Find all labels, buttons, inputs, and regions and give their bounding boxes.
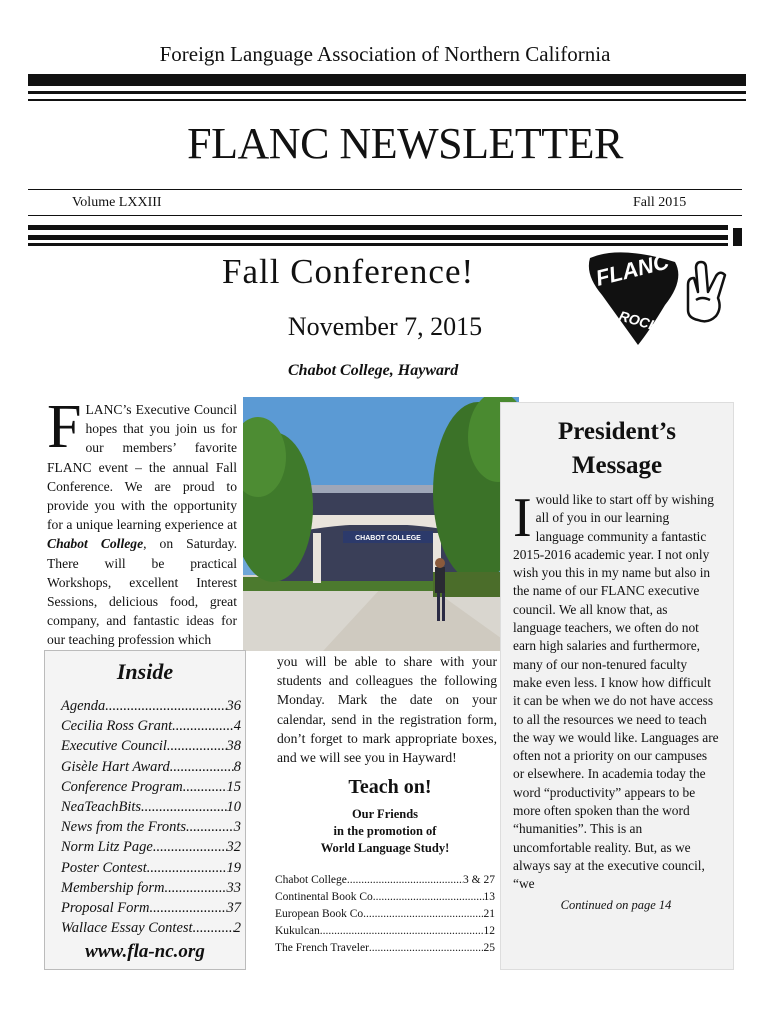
sponsor-row xyxy=(275,940,495,957)
toc-page: 36 xyxy=(226,698,241,714)
photo-sign-text: CHABOT COLLEGE xyxy=(355,535,421,542)
season-label: Fall 2015 xyxy=(633,195,687,210)
sponsor-page: 3 & 27 xyxy=(463,874,495,886)
intro-bold: Chabot College xyxy=(47,536,144,552)
inside-box xyxy=(44,650,246,970)
sponsor-page: 21 xyxy=(483,908,495,920)
title-rule xyxy=(28,189,742,190)
toc-label: Executive Council xyxy=(61,738,167,755)
friends-line: World Language Study! xyxy=(320,841,450,855)
toc-page: 15 xyxy=(226,778,241,795)
feature-intro xyxy=(47,393,237,650)
sponsor-name: Chabot College xyxy=(275,874,347,886)
toc-label: Agenda xyxy=(61,698,106,714)
logo-text-bottom: ROCKS! xyxy=(617,307,675,339)
toc-page: 32 xyxy=(226,839,241,856)
sponsor-page: 13 xyxy=(483,891,495,903)
intro-text-rest: , on Saturday. There will be practical Workshops, excellent Interest Sessions, delicious food, great company, and fantastic ideas for our teaching profession which xyxy=(47,536,237,648)
toc-label: Poster Contest xyxy=(61,859,147,876)
sponsor-name: Continental Book Co xyxy=(275,891,373,903)
website-link[interactable]: www.fla-nc.org xyxy=(85,941,205,962)
chabot-college-photo xyxy=(243,397,519,651)
president-heading xyxy=(501,415,733,483)
toc-page: 38 xyxy=(226,738,241,755)
sponsor-name: The French Traveler xyxy=(275,942,369,954)
continued-note: Continued on page 14 xyxy=(560,897,672,912)
toc-label: Wallace Essay Contest xyxy=(61,920,193,937)
header-rule xyxy=(28,74,746,86)
feature-headline: Fall Conference! xyxy=(222,252,475,291)
table-of-contents xyxy=(61,696,241,938)
toc-item[interactable] xyxy=(61,878,241,898)
friends-caption xyxy=(270,806,500,857)
sponsor-page: 12 xyxy=(483,925,495,937)
president-heading-line: Message xyxy=(571,452,663,479)
toc-page: 8 xyxy=(233,758,241,775)
toc-item[interactable] xyxy=(61,696,241,716)
toc-item[interactable] xyxy=(61,736,241,756)
sponsor-row xyxy=(275,872,495,889)
toc-item[interactable] xyxy=(61,757,241,777)
teach-on-heading: Teach on! xyxy=(348,776,432,798)
toc-item[interactable] xyxy=(61,918,241,938)
president-message-box xyxy=(500,402,734,970)
organization-name: Foreign Language Association of Northern California xyxy=(159,42,611,66)
toc-page: 19 xyxy=(226,859,241,876)
toc-item[interactable] xyxy=(61,777,241,797)
president-heading-line: President’s xyxy=(557,418,677,445)
toc-page: 37 xyxy=(226,900,241,917)
sponsor-name: European Book Co xyxy=(275,908,364,920)
toc-item[interactable] xyxy=(61,898,241,918)
toc-label: Membership form xyxy=(61,879,165,896)
volume-label: Volume LXXIII xyxy=(72,195,162,210)
logo-text-top: FLANC xyxy=(593,248,672,291)
sponsor-row xyxy=(275,906,495,923)
president-text: would like to start off by wishing all of you in our learning language community a fantastic 2015-2016 academic year. I not only wish you this in my name but also in the name of our FLANC executive council. We all know that, as language teachers, we often do not earn high salaries and furthermore, many of our non-tenured faculty make even less. I know how difficult it can be when we do not have access to all the resources we need to teach the way we would like. Languages are often not a priority on our campuses or elsewhere. In academia today the word “productivity” appears to be more often spoken than the word “humanities”. This is an uncomfortable reality. But, as we always say at the executive council, “we xyxy=(513,492,719,892)
toc-label: Gisèle Hart Award xyxy=(61,758,170,775)
toc-page: 3 xyxy=(233,819,241,836)
intro-text: LANC’s Executive Council hopes that you join us for our members’ favorite FLANC event – the annual Fall Conference. We are proud to provide you with the opportunity for a unique learning experience at xyxy=(47,402,237,533)
friends-line: Our Friends xyxy=(351,807,419,821)
toc-label: NeaTeachBits xyxy=(61,799,142,816)
header-rule xyxy=(28,99,746,101)
newsletter-title: FLANC NEWSLETTER xyxy=(187,119,623,168)
conference-venue: Chabot College, Hayward xyxy=(288,362,459,379)
sponsor-row xyxy=(275,889,495,906)
feature-continued: you will be able to share with your students and colleagues the following Monday. Mark the date on your calendar, send in the registration form, don’t forget to mark appropriate boxes, and we will see you in Hayward! xyxy=(277,654,497,766)
toc-page: 2 xyxy=(233,920,241,937)
toc-label: Proposal Form xyxy=(61,900,150,917)
toc-item[interactable] xyxy=(61,716,241,736)
toc-item[interactable] xyxy=(61,817,241,837)
toc-label: Cecilia Ross Grant xyxy=(61,718,173,735)
president-body xyxy=(513,487,719,914)
toc-page: 10 xyxy=(226,799,241,816)
sponsor-name: Kukulcan xyxy=(275,925,320,937)
conference-date: November 7, 2015 xyxy=(287,312,483,341)
toc-page: 4 xyxy=(233,718,241,735)
toc-label: News from the Fronts xyxy=(61,819,186,836)
inside-heading: Inside xyxy=(116,659,174,684)
friends-line: in the promotion of xyxy=(333,824,437,838)
header-rule xyxy=(28,91,746,94)
sponsor-row xyxy=(275,923,495,940)
toc-item[interactable] xyxy=(61,797,241,817)
section-rule xyxy=(28,225,728,230)
toc-item[interactable] xyxy=(61,837,241,857)
president-dropcap: I xyxy=(513,487,532,549)
title-rule xyxy=(28,215,742,216)
sponsor-list xyxy=(275,872,495,957)
sponsor-page: 25 xyxy=(483,942,495,954)
toc-page: 33 xyxy=(226,879,241,896)
toc-item[interactable] xyxy=(61,858,241,878)
toc-label: Norm Litz Page xyxy=(61,839,153,856)
dropcap-letter: F xyxy=(47,393,82,461)
toc-label: Conference Program xyxy=(61,778,183,795)
